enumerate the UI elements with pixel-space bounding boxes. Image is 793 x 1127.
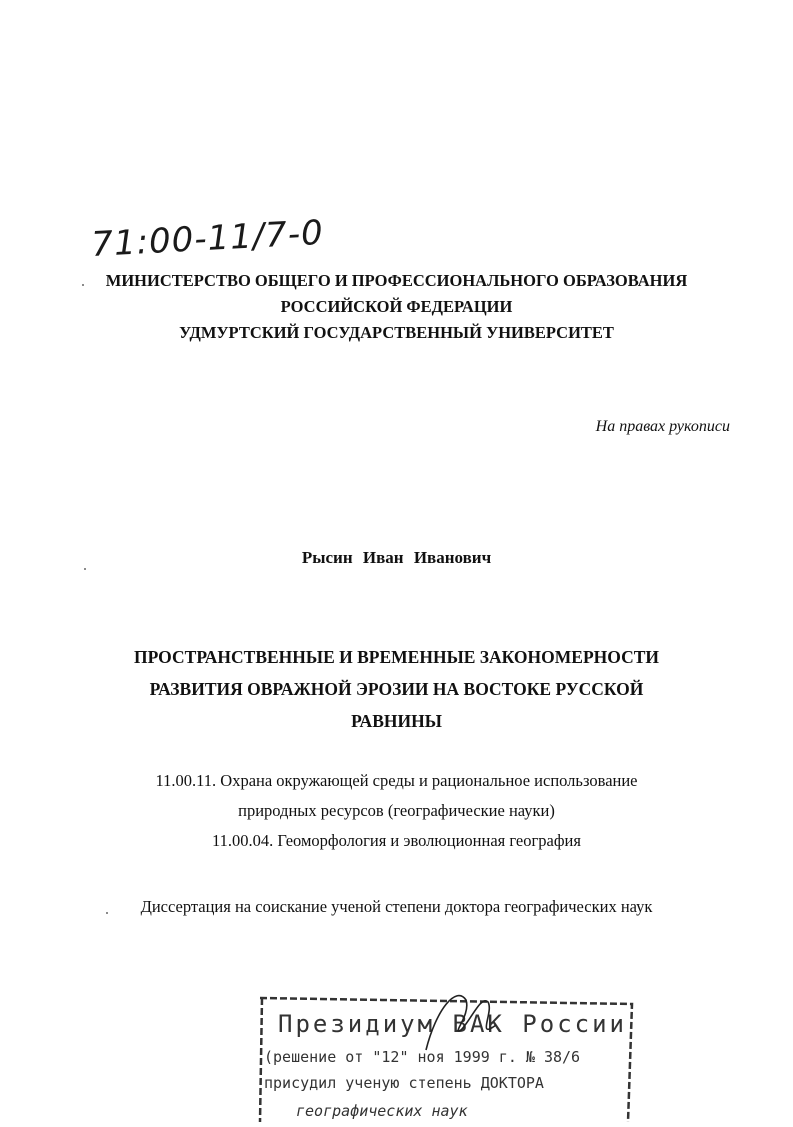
specialty-line-2: природных ресурсов (географические науки) bbox=[238, 801, 555, 820]
stamp-line-4: географических наук bbox=[296, 1102, 468, 1120]
author-name: Рысин Иван Иванович bbox=[301, 548, 492, 567]
rights-note: На правах рукописи bbox=[595, 418, 730, 435]
handwritten-registration-number bbox=[92, 212, 412, 272]
stamp-line-2: (решение от "12" ноя 1999 г. № 38/6 bbox=[264, 1048, 581, 1066]
stamp-line-3: присудил ученую степень ДОКТОРА bbox=[264, 1074, 544, 1092]
stamp-svg bbox=[256, 990, 636, 1122]
title-line-1: ПРОСТРАНСТВЕННЫЕ И ВРЕМЕННЫЕ ЗАКОНОМЕРНОСТИ bbox=[133, 647, 660, 667]
ministry-line-1: МИНИСТЕРСТВО ОБЩЕГО И ПРОФЕССИОНАЛЬНОГО ОБРАЗОВАНИЯ bbox=[105, 271, 688, 290]
specialty-line-1: 11.00.11. Охрана окружающей среды и рациональное использование bbox=[155, 771, 638, 790]
handwritten-number-text: 71:00-11/7-0 bbox=[92, 212, 325, 265]
vak-stamp bbox=[256, 990, 636, 1122]
specialties bbox=[0, 766, 793, 856]
ministry-line-3: УДМУРТСКИЙ ГОСУДАРСТВЕННЫЙ УНИВЕРСИТЕТ bbox=[179, 323, 614, 342]
dissertation-degree-line: Диссертация на соискание ученой степени доктора географических наук bbox=[140, 897, 653, 916]
scan-speck bbox=[106, 912, 108, 914]
title-line-3: РАВНИНЫ bbox=[351, 711, 442, 731]
dissertation-title bbox=[0, 641, 793, 737]
ministry-header bbox=[0, 268, 793, 346]
ministry-line-2: РОССИЙСКОЙ ФЕДЕРАЦИИ bbox=[280, 297, 513, 316]
scan-speck bbox=[82, 284, 84, 286]
handwritten-number-svg bbox=[92, 212, 412, 272]
scan-speck bbox=[84, 568, 86, 570]
specialty-line-3: 11.00.04. Геоморфология и эволюционная география bbox=[212, 831, 581, 850]
stamp-line-1: Президиум ВАК России bbox=[278, 1010, 627, 1038]
title-line-2: РАЗВИТИЯ ОВРАЖНОЙ ЭРОЗИИ НА ВОСТОКЕ РУССКОЙ bbox=[149, 679, 644, 699]
stamp-border-left bbox=[260, 998, 262, 1122]
